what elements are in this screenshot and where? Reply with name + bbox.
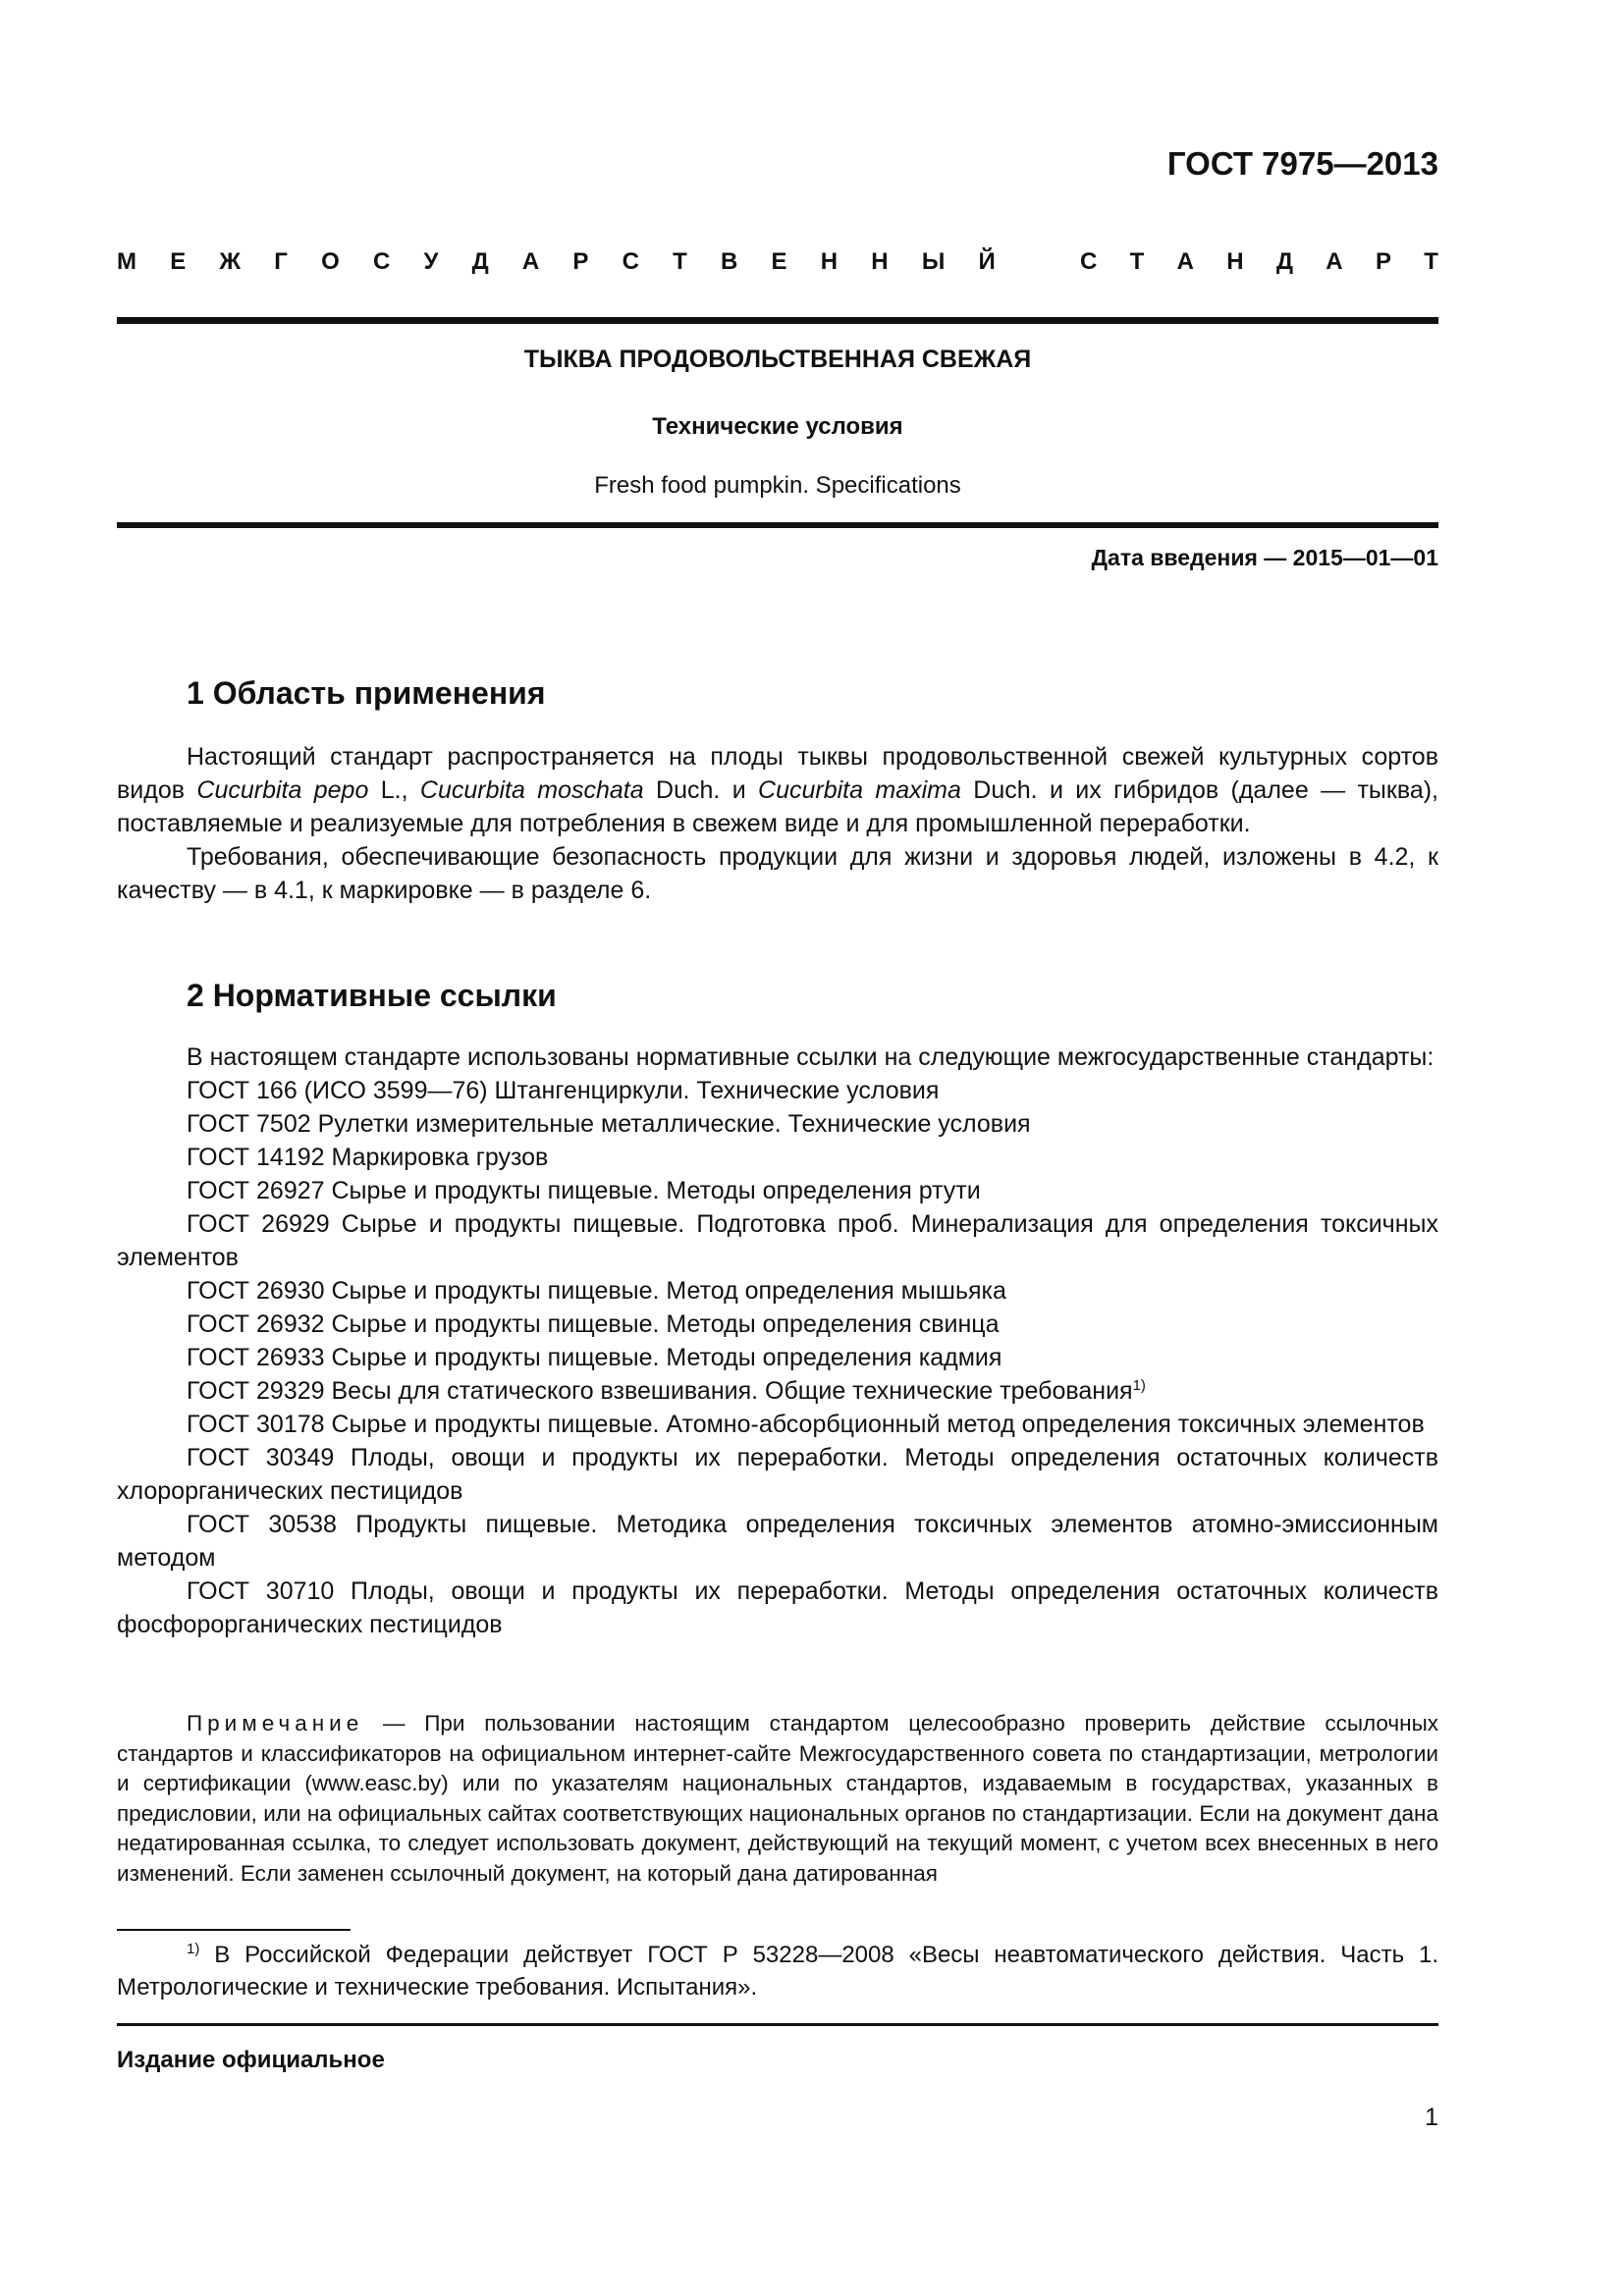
note-text: — При пользовании настоящим стандартом целесообразно проверить действие ссылочных стандартов и классификаторов на официальном интернет-сайте Межгосударственного совета по стандартизации, метрологии и сертификации (www.easc.by) или по указателям национальных стандартов, издаваемым в государствах, указанных в предисловии, или на официальных сайтах соответствующих национальных органов по стандартизации. Если на документ дана недатированная ссылка, то следует использовать документ, действующий на текущий момент, с учетом всех внесенных в него изменений. Если заменен ссылочный документ, на который дана датированная — [117, 1711, 1438, 1886]
english-title: Fresh food pumpkin. Specifications — [594, 472, 961, 499]
reference-item: ГОСТ 26927 Сырье и продукты пищевые. Методы определения ртути — [187, 1177, 981, 1204]
reference-item: ГОСТ 26933 Сырье и продукты пищевые. Методы определения кадмия — [187, 1344, 1002, 1371]
standard-type-word-standard — [1080, 248, 1438, 276]
text-run: Настоящий стандарт распространяется на плоды тыквы продовольственной свежей культурных сортов видов — [117, 743, 1438, 804]
header-rule — [117, 317, 1438, 324]
reference-item: ГОСТ 30538 Продукты пищевые. Методика определения токсичных элементов атомно-эмиссионным методом — [117, 1511, 1438, 1572]
heading-letter: Г — [274, 248, 288, 275]
section-1-body — [117, 740, 1438, 907]
heading-letter: А — [1326, 248, 1343, 275]
reference-item: ГОСТ 26932 Сырье и продукты пищевые. Методы определения свинца — [187, 1310, 1000, 1338]
page-number: 1 — [1425, 2104, 1438, 2131]
text-run: Duch. и — [643, 776, 759, 804]
reference-item: ГОСТ 30349 Плоды, овощи и продукты их переработки. Методы определения остаточных количеств хлорорганических пестицидов — [117, 1444, 1438, 1505]
heading-letter: А — [1176, 248, 1194, 275]
reference-item: ГОСТ 7502 Рулетки измерительные металлические. Технические условия — [187, 1110, 1031, 1138]
heading-letter: В — [721, 248, 738, 275]
intro-date: Дата введения — 2015—01—01 — [1091, 545, 1438, 570]
heading-letter: Д — [1275, 248, 1293, 275]
section-1-paragraph-1 — [117, 740, 1438, 840]
section-2-heading: 2 Нормативные ссылки — [187, 978, 557, 1013]
heading-letter: Н — [1226, 248, 1244, 275]
reference-item: ГОСТ 166 (ИСО 3599—76) Штангенциркули. Технические условия — [187, 1077, 940, 1104]
heading-letter: Р — [1375, 248, 1391, 275]
text-run: L., — [368, 776, 420, 804]
footnote-text: В Российской Федерации действует ГОСТ Р 53228—2008 «Весы неавтоматического действия. Часть 1. Метрологические и технические требования. Испытания». — [117, 1942, 1438, 2001]
section-2-body — [117, 1041, 1438, 1641]
footnote-marker: 1) — [1132, 1377, 1146, 1394]
heading-letter: Т — [1129, 248, 1145, 275]
heading-letter: Р — [572, 248, 589, 275]
heading-letter: Е — [170, 248, 187, 275]
heading-letter: Н — [820, 248, 839, 275]
text-run: Duch. и их гибридов (далее — тыква), поставляемые и реализуемые для потребления в свежем виде и для промышленной переработки. — [117, 776, 1438, 837]
standard-type-word-interstate — [117, 248, 996, 276]
footer-rule — [117, 2023, 1438, 2026]
species-name: Cucurbita moschata — [419, 776, 644, 804]
heading-letter: Т — [1424, 248, 1438, 275]
text-run: ГОСТ 29329 Весы для статического взвешивания. Общие технические требования — [187, 1377, 1133, 1405]
note-label: Примечание — [187, 1711, 364, 1735]
section-1-paragraph-2: Требования, обеспечивающие безопасность продукции для жизни и здоровья людей, изложены в 4.2, к качеству — в 4.1, к маркировке — в разделе 6. — [117, 843, 1438, 904]
document-title: ТЫКВА ПРОДОВОЛЬСТВЕННАЯ СВЕЖАЯ — [523, 346, 1032, 373]
references-note — [117, 1709, 1438, 1889]
heading-letter: С — [372, 248, 391, 275]
heading-letter: С — [1080, 248, 1098, 275]
footnote-marker: 1) — [187, 1941, 200, 1957]
heading-letter: М — [117, 248, 136, 275]
heading-letter: Ы — [921, 248, 946, 275]
standard-type-heading — [117, 248, 1438, 276]
reference-item — [117, 1374, 1438, 1408]
reference-item: ГОСТ 26929 Сырье и продукты пищевые. Подготовка проб. Минерализация для определения токсичных элементов — [117, 1210, 1438, 1271]
heading-letter: Е — [771, 248, 787, 275]
edition-label: Издание официальное — [117, 2047, 385, 2073]
reference-item: ГОСТ 30710 Плоды, овощи и продукты их переработки. Методы определения остаточных количеств фосфорорганических пестицидов — [117, 1577, 1438, 1638]
heading-letter: Д — [471, 248, 489, 275]
reference-item: ГОСТ 14192 Маркировка грузов — [187, 1144, 549, 1171]
section-2-intro: В настоящем стандарте использованы нормативные ссылки на следующие межгосударственные стандарты: — [187, 1043, 1435, 1071]
heading-letter: А — [521, 248, 540, 275]
heading-letter: Й — [978, 248, 996, 275]
section-1-heading: 1 Область применения — [187, 675, 546, 711]
heading-letter: Н — [871, 248, 889, 275]
reference-item: ГОСТ 26930 Сырье и продукты пищевые. Метод определения мышьяка — [187, 1277, 1006, 1305]
species-name: Cucurbita pepo — [196, 776, 369, 804]
reference-item: ГОСТ 30178 Сырье и продукты пищевые. Атомно-абсорбционный метод определения токсичных элементов — [187, 1411, 1425, 1438]
heading-letter: У — [423, 248, 439, 275]
gost-number: ГОСТ 7975—2013 — [1166, 145, 1438, 182]
heading-letter: С — [622, 248, 639, 275]
species-name: Cucurbita maxima — [758, 776, 961, 804]
footnote-separator — [117, 1929, 351, 1931]
heading-letter: Т — [673, 248, 687, 275]
title-rule — [117, 522, 1438, 528]
heading-letter: О — [321, 248, 340, 275]
document-subtitle: Технические условия — [652, 413, 903, 440]
footnote — [117, 1939, 1438, 2003]
heading-letter: Ж — [219, 248, 242, 275]
